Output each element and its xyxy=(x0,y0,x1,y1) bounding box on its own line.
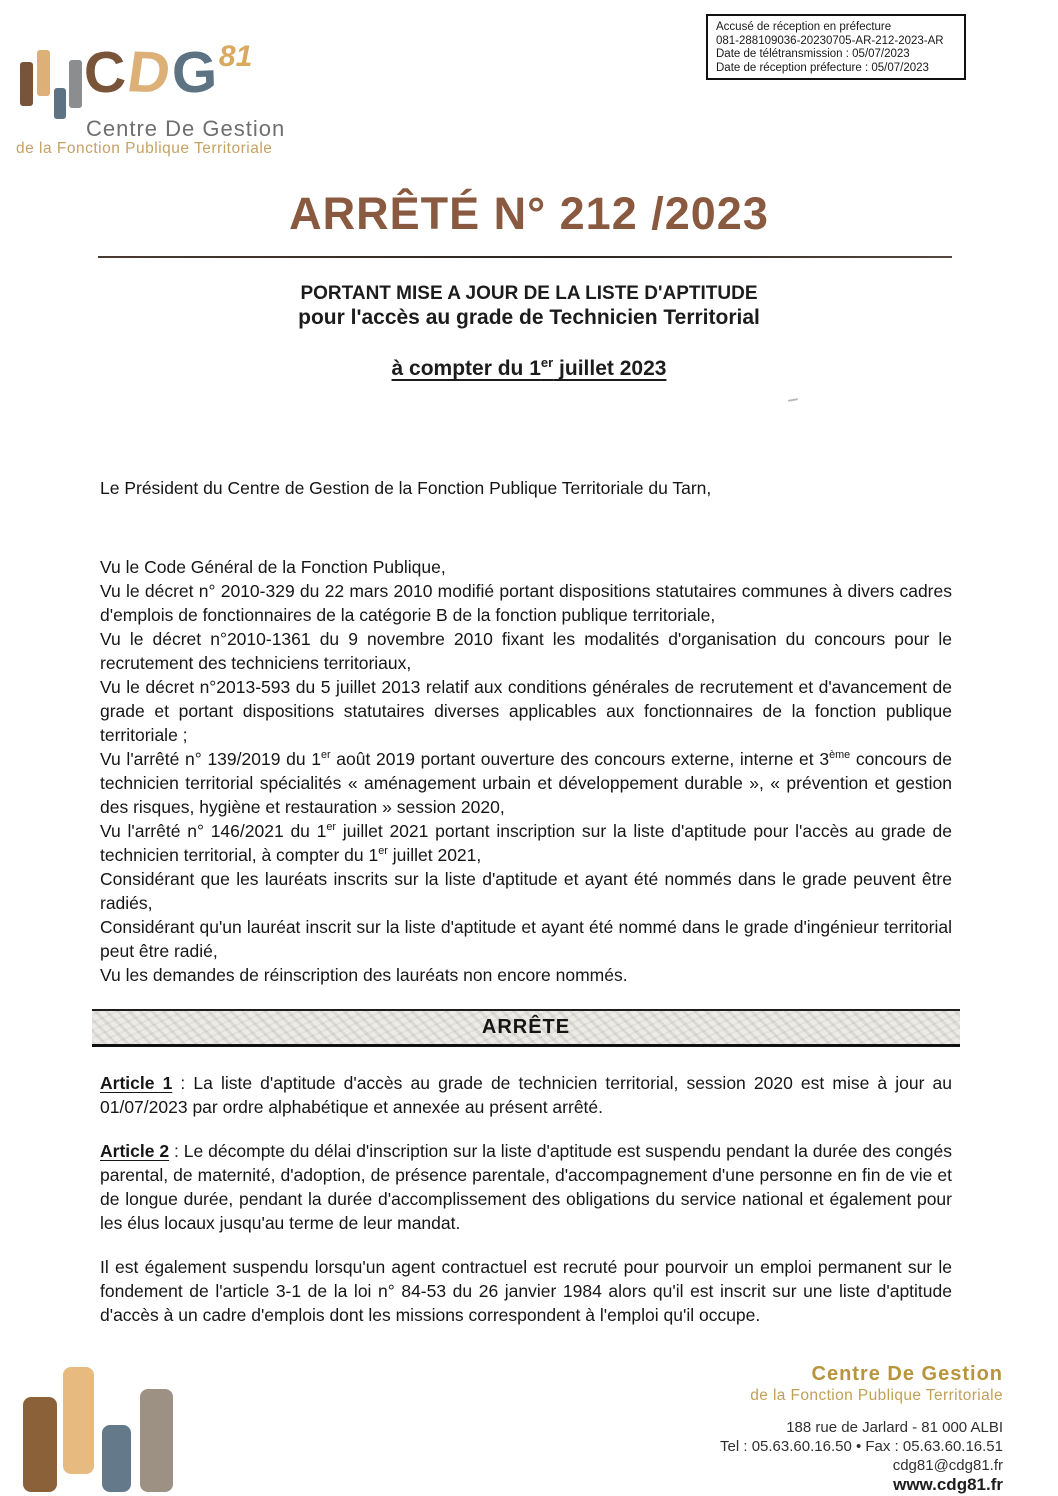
recital-paragraph: Considérant que les lauréats inscrits sur la liste d'aptitude et ayant été nommés dans le grade peuvent être radiés, xyxy=(100,869,952,913)
recitals-block xyxy=(100,555,952,987)
recital-paragraph: Vu le décret n° 2010-329 du 22 mars 2010 modifié portant dispositions statutaires communes à divers cadres d'emplois de fonctionnaires de la catégorie B de la fonction publique territoriale, xyxy=(100,581,952,625)
recital-paragraph: Vu l'arrêté n° 146/2021 du 1er juillet 2021 portant inscription sur la liste d'aptitude pour l'accès au grade de technicien territorial, à compter du 1er juillet 2021, xyxy=(100,821,953,865)
footer-org-name: Centre De Gestion xyxy=(811,1363,1003,1385)
stamp-line-1: Accusé de réception en préfecture xyxy=(716,21,892,33)
stamp-line-2: 081-288109036-20230705-AR-212-2023-AR xyxy=(716,34,944,47)
title-divider xyxy=(98,256,952,258)
footer-bar-blue xyxy=(102,1425,131,1492)
footer-address: 188 rue de Jarlard - 81 000 ALBI xyxy=(786,1419,1003,1436)
recital-paragraph: Considérant qu'un lauréat inscrit sur la liste d'aptitude et ayant été nommé dans le grade d'ingénieur territorial peut être radié, xyxy=(100,917,952,961)
cdg81-logotype xyxy=(82,38,253,112)
recital-paragraph: Vu le Code Général de la Fonction Publique, xyxy=(100,557,446,577)
logo-bar-tan xyxy=(37,50,50,96)
effective-date-line xyxy=(0,357,1058,381)
scan-artifact xyxy=(788,398,798,402)
article-1-label: Article 1 xyxy=(100,1073,173,1093)
prefecture-receipt-stamp xyxy=(706,14,966,80)
logo-dept-number: 81 xyxy=(218,40,253,73)
logo-letter-g: G xyxy=(170,39,221,106)
logo-bar-brown xyxy=(20,62,33,106)
logo-bar-blue xyxy=(54,88,66,119)
article-2-label: Article 2 xyxy=(100,1141,170,1161)
subtitle-line-2: pour l'accès au grade de Technicien Territorial xyxy=(298,306,760,329)
document-title: ARRÊTÉ N° 212 /2023 xyxy=(289,188,769,239)
logo-org-subname: de la Fonction Publique Territoriale xyxy=(16,140,273,157)
opening-paragraph: Le Président du Centre de Gestion de la Fonction Publique Territoriale du Tarn, xyxy=(100,478,712,498)
article-2-text: : Le décompte du délai d'inscription sur la liste d'aptitude est suspendu pendant la durée des congés parental, de maternité, d'adoption, de présence parentale, d'accompagnement d'une personne en fin de vie et de longue durée, pendant la durée d'accomplissement des obligations du service national et également pour les élus locaux jusqu'au terme de leur mandat. xyxy=(100,1141,952,1233)
footer-email: cdg81@cdg81.fr xyxy=(892,1457,1003,1474)
arrete-section-band: ARRÊTE xyxy=(92,1009,960,1047)
footer-bar-tan xyxy=(63,1367,94,1474)
logo-bar-gray xyxy=(69,60,82,108)
recital-paragraph: Vu le décret n°2010-1361 du 9 novembre 2010 fixant les modalités d'organisation du concours pour le recrutement des techniciens territoriaux, xyxy=(100,629,952,673)
footer-bar-gray xyxy=(140,1389,173,1492)
footer-contact-block xyxy=(720,1363,1003,1495)
recital-paragraph: Vu le décret n°2013-593 du 5 juillet 2013 relatif aux conditions générales de recrutement et d'avancement de grade et portant dispositions statutaires diverses applicables aux fonctionnaires de la fonction publique territoriale ; xyxy=(100,677,952,745)
footer-org-subname: de la Fonction Publique Territoriale xyxy=(750,1387,1003,1404)
subtitle-line-1: PORTANT MISE A JOUR DE LA LISTE D'APTITUDE xyxy=(300,283,758,304)
stamp-line-3: Date de télétransmission : 05/07/2023 xyxy=(716,48,910,60)
document-body xyxy=(100,476,952,1327)
stamp-line-4: Date de réception préfecture : 05/07/2023 xyxy=(716,61,929,74)
article-2-continuation-paragraph: Il est également suspendu lorsqu'un agent contractuel est recruté pour pourvoir un emploi permanent sur le fondement de l'article 3-1 de la loi n° 84-53 du 26 janvier 1984 alors qu'il est inscrit sur une liste d'aptitude d'accès à un cadre d'emplois dont les missions correspondent à l'emploi qu'il occupe. xyxy=(100,1257,952,1325)
footer-website: www.cdg81.fr xyxy=(893,1475,1003,1494)
logo-letter-c: C xyxy=(82,38,130,107)
footer-phone-fax: Tel : 05.63.60.16.50 • Fax : 05.63.60.16.51 xyxy=(720,1438,1003,1455)
logo-org-name: Centre De Gestion xyxy=(86,116,286,141)
article-1-paragraph xyxy=(100,1071,952,1119)
article-1-text: : La liste d'aptitude d'accès au grade de technicien territorial, session 2020 est mise à jour au 01/07/2023 par ordre alphabétique et annexée au présent arrêté. xyxy=(100,1073,953,1117)
recital-paragraph: Vu les demandes de réinscription des lauréats non encore nommés. xyxy=(100,965,628,985)
logo-letter-d: D xyxy=(123,39,177,106)
recital-paragraph: Vu l'arrêté n° 139/2019 du 1er août 2019 portant ouverture des concours externe, interne et 3ème concours de technicien territorial spécialités « aménagement urbain et développement durable », « prévention et gestion des risques, hygiène et restauration » session 2020, xyxy=(100,749,952,817)
footer-bar-brown xyxy=(23,1397,57,1492)
article-2-paragraph xyxy=(100,1139,952,1235)
effective-date-text: à compter du 1er juillet 2023 xyxy=(391,355,667,380)
